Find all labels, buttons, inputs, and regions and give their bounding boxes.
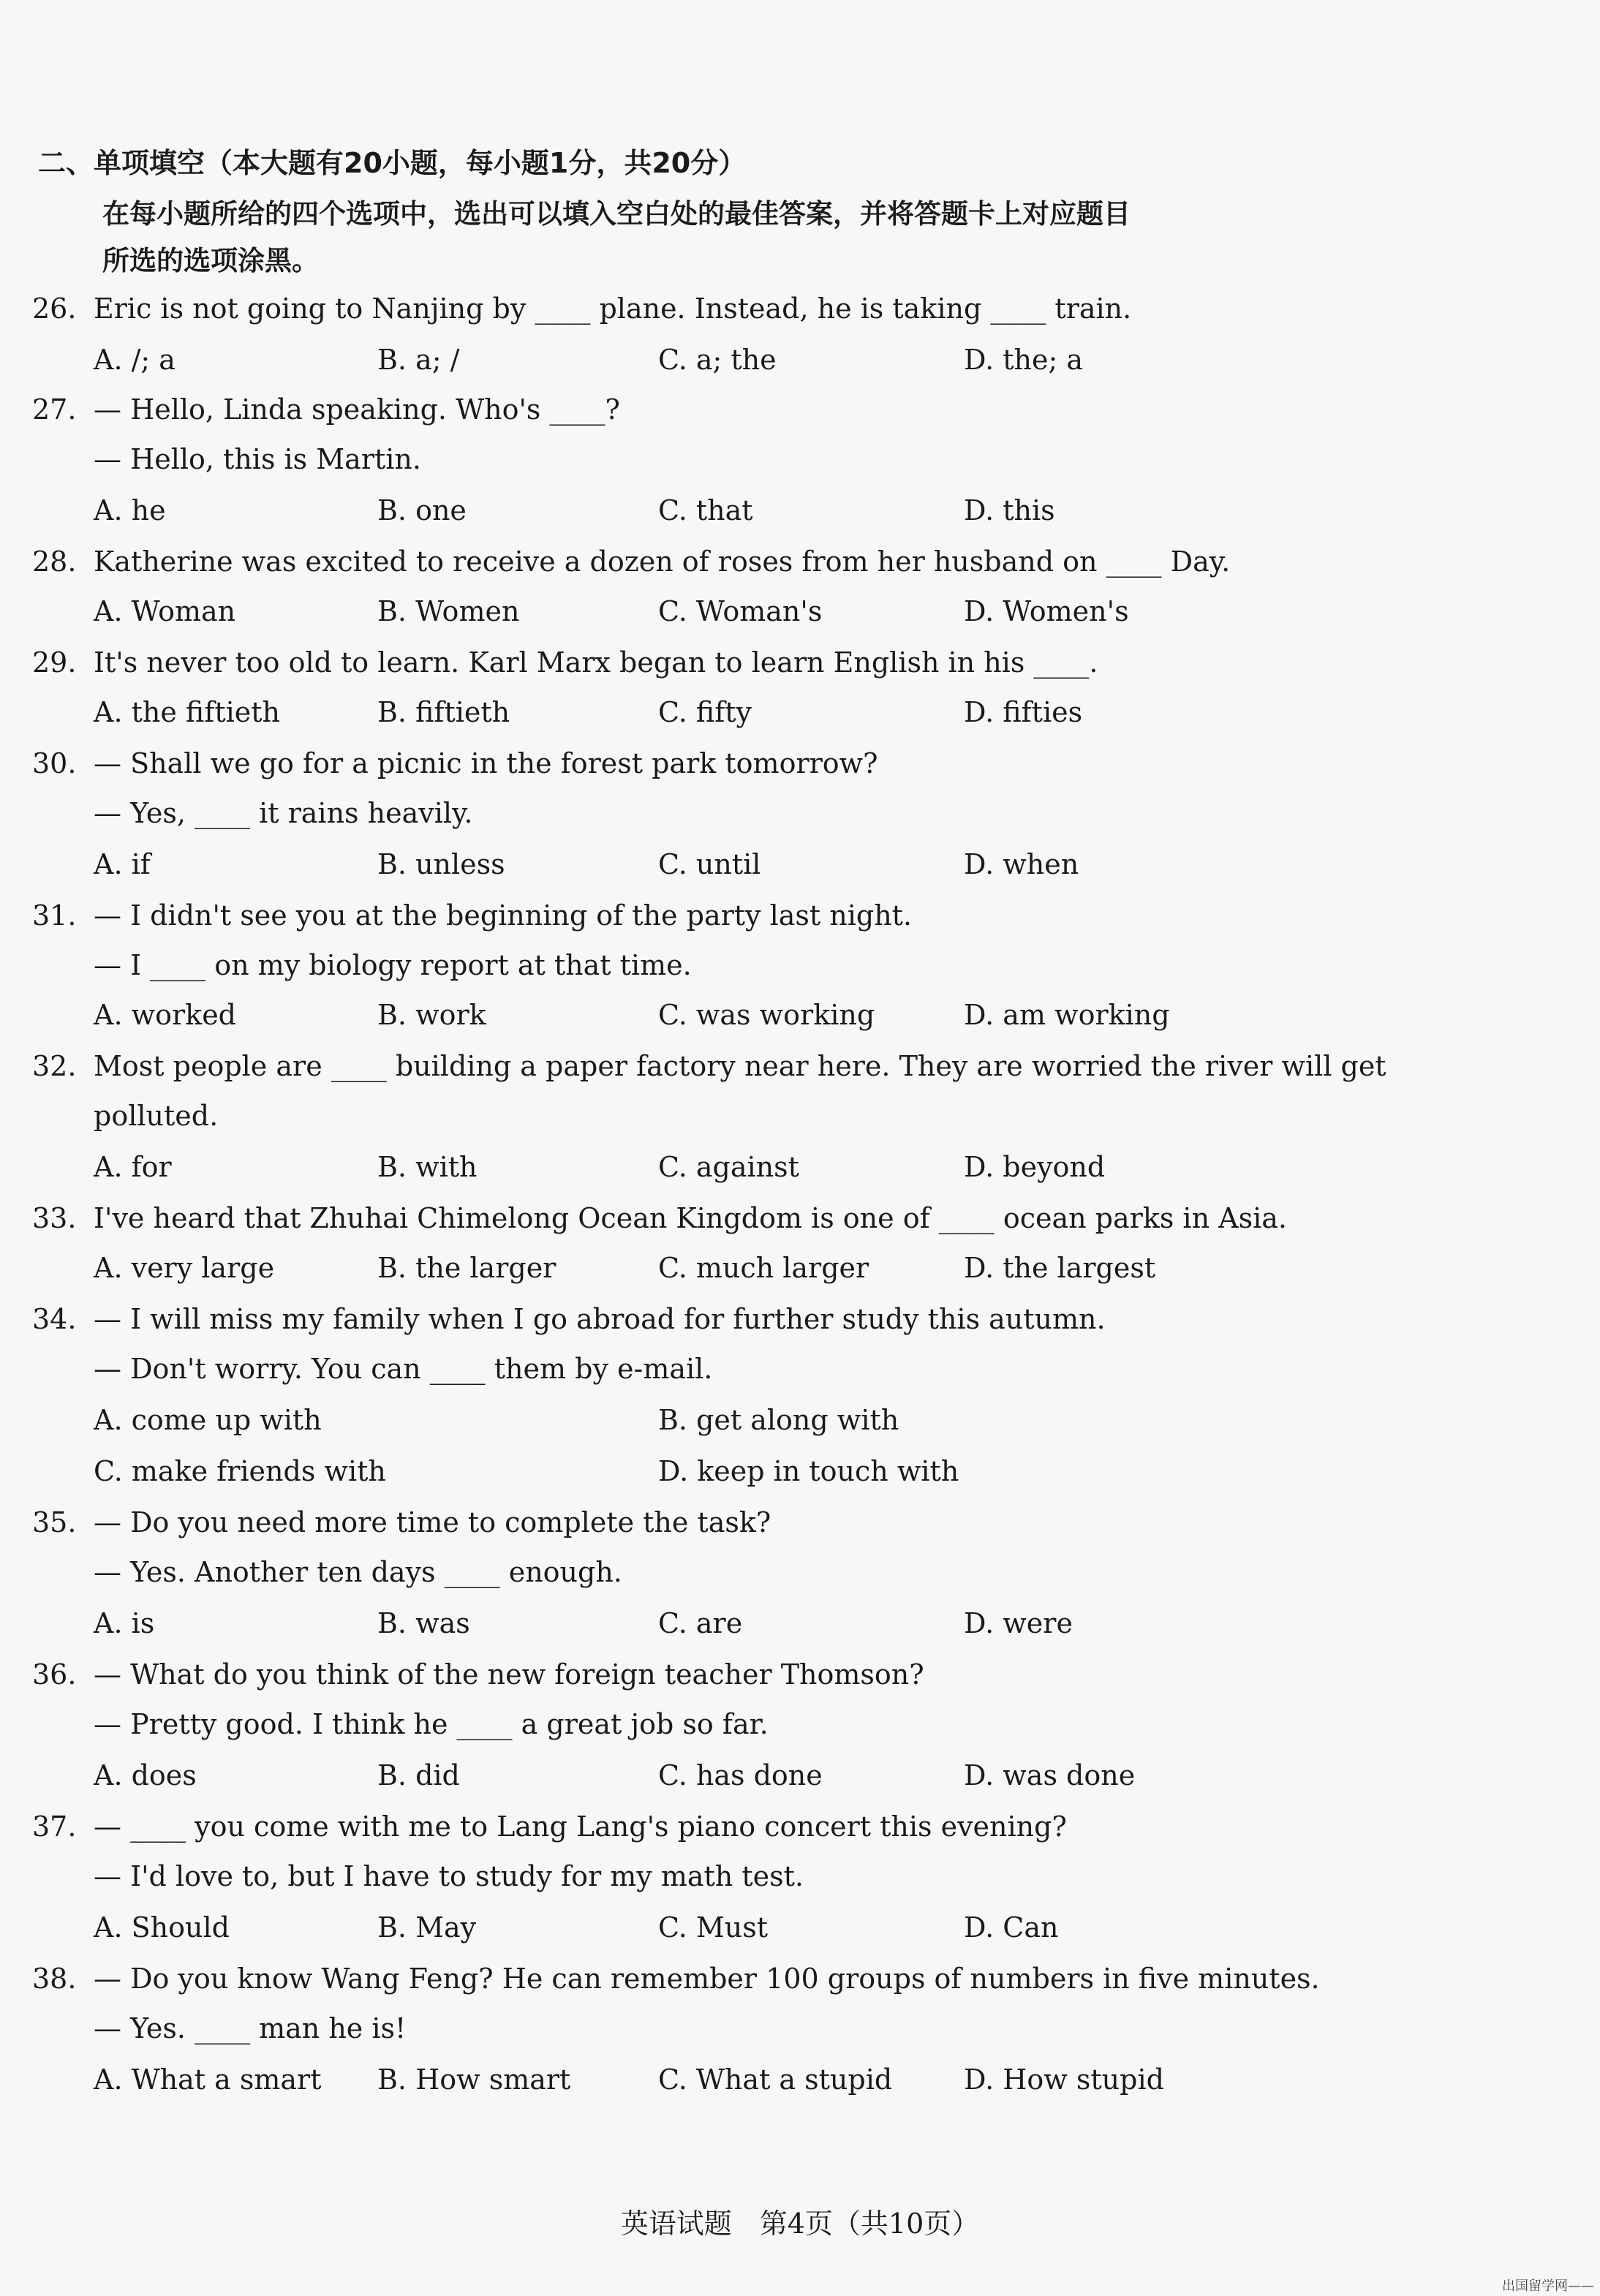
option-d: D. the largest (964, 1252, 1156, 1284)
option-d: D. the; a (964, 344, 1084, 376)
option-b: B. a; / (377, 344, 460, 376)
question-stem: — Yes, ____ it rains heavily. (94, 797, 473, 829)
instruction-line: 所选的选项涂黑。 (102, 245, 319, 276)
question-stem: — Yes. Another ten days ____ enough. (94, 1556, 622, 1588)
option-a: A. is (94, 1607, 155, 1639)
question-number: 31. (32, 899, 77, 932)
question-stem: — Pretty good. I think he ____ a great job so far. (94, 1708, 769, 1740)
question-number: 27. (32, 393, 77, 426)
option-c: C. make friends with (94, 1455, 386, 1487)
option-d: D. beyond (964, 1151, 1106, 1183)
option-a: A. worked (94, 999, 237, 1031)
question-stem: — Do you know Wang Feng? He can remember 100 groups of numbers in five minutes. (94, 1963, 1320, 1995)
question-number: 26. (32, 292, 77, 325)
option-d: D. am working (964, 999, 1170, 1031)
question-number: 37. (32, 1810, 77, 1843)
option-b: B. one (377, 494, 467, 526)
option-b: B. the larger (377, 1252, 556, 1284)
option-c: C. Must (658, 1911, 769, 1944)
option-d: D. fifties (964, 696, 1083, 728)
option-a: A. /; a (94, 344, 176, 376)
section-title: 二、单项填空（本大题有20小题，每小题1分，共20分） (38, 147, 747, 179)
question-stem: I've heard that Zhuhai Chimelong Ocean Kingdom is one of ____ ocean parks in Asia. (94, 1202, 1287, 1234)
option-b: B. May (377, 1911, 477, 1944)
question-stem: — Shall we go for a picnic in the forest park tomorrow? (94, 747, 878, 779)
question-stem: — Hello, this is Martin. (94, 443, 421, 475)
option-a: A. for (94, 1151, 172, 1183)
option-b: B. with (377, 1151, 478, 1183)
option-b: B. was (377, 1607, 470, 1639)
option-d: D. How stupid (964, 2063, 1164, 2096)
question-number: 30. (32, 747, 77, 779)
question-stem: — I will miss my family when I go abroad for further study this autumn. (94, 1303, 1106, 1335)
option-c: C. What a stupid (658, 2063, 893, 2096)
option-a: A. the fiftieth (94, 696, 280, 728)
option-b: B. unless (377, 848, 505, 880)
question-stem: — Don't worry. You can ____ them by e-mail. (94, 1353, 713, 1385)
option-c: C. until (658, 848, 761, 880)
question-stem: Most people are ____ building a paper factory near here. They are worried the river will get (94, 1050, 1386, 1082)
question-stem: polluted. (94, 1100, 219, 1132)
option-c: C. has done (658, 1759, 823, 1791)
question-number: 28. (32, 545, 77, 578)
option-b: B. did (377, 1759, 460, 1791)
option-c: C. was working (658, 999, 875, 1031)
option-c: C. fifty (658, 696, 752, 728)
option-c: C. against (658, 1151, 799, 1183)
question-stem: — Hello, Linda speaking. Who's ____? (94, 393, 620, 426)
option-a: A. What a smart (94, 2063, 322, 2096)
option-a: A. Should (94, 1911, 230, 1944)
option-c: C. a; the (658, 344, 777, 376)
site-watermark: 出国留学网—— (1502, 2278, 1594, 2294)
question-stem: — Yes. ____ man he is! (94, 2012, 407, 2044)
option-b: B. work (377, 999, 486, 1031)
question-stem: — Do you need more time to complete the task? (94, 1506, 771, 1538)
option-c: C. that (658, 494, 753, 526)
question-stem: — I'd love to, but I have to study for my math test. (94, 1860, 804, 1892)
question-stem: — I didn't see you at the beginning of the party last night. (94, 899, 913, 932)
option-a: A. Woman (94, 595, 236, 627)
question-number: 36. (32, 1658, 77, 1691)
option-d: D. were (964, 1607, 1073, 1639)
option-d: D. keep in touch with (658, 1455, 959, 1487)
question-stem: — I ____ on my biology report at that time. (94, 949, 692, 981)
option-a: A. if (94, 848, 151, 880)
question-stem: — What do you think of the new foreign teacher Thomson? (94, 1658, 924, 1691)
question-stem: It's never too old to learn. Karl Marx began to learn English in his ____. (94, 646, 1098, 679)
option-d: D. Can (964, 1911, 1059, 1944)
question-number: 32. (32, 1050, 77, 1082)
option-c: C. much larger (658, 1252, 869, 1284)
question-number: 33. (32, 1202, 77, 1234)
option-a: A. does (94, 1759, 197, 1791)
option-a: A. he (94, 494, 166, 526)
option-a: A. very large (94, 1252, 275, 1284)
question-number: 34. (32, 1303, 77, 1335)
page-footer: 英语试题 第4页（共10页） (620, 2208, 980, 2240)
question-stem: — ____ you come with me to Lang Lang's piano concert this evening? (94, 1810, 1067, 1843)
question-number: 29. (32, 646, 77, 679)
option-d: D. this (964, 494, 1055, 526)
instruction-line: 在每小题所给的四个选项中，选出可以填入空白处的最佳答案，并将答题卡上对应题目 (102, 198, 1131, 230)
option-a: A. come up with (94, 1404, 322, 1436)
question-stem: Katherine was excited to receive a dozen of roses from her husband on ____ Day. (94, 545, 1231, 578)
option-d: D. when (964, 848, 1079, 880)
option-b: B. Women (377, 595, 520, 627)
option-b: B. How smart (377, 2063, 571, 2096)
question-stem: Eric is not going to Nanjing by ____ plane. Instead, he is taking ____ train. (94, 292, 1132, 325)
option-b: B. fiftieth (377, 696, 510, 728)
option-b: B. get along with (658, 1404, 899, 1436)
option-c: C. Woman's (658, 595, 823, 627)
question-number: 35. (32, 1506, 77, 1538)
option-d: D. was done (964, 1759, 1136, 1791)
option-d: D. Women's (964, 595, 1129, 627)
question-number: 38. (32, 1963, 77, 1995)
option-c: C. are (658, 1607, 743, 1639)
